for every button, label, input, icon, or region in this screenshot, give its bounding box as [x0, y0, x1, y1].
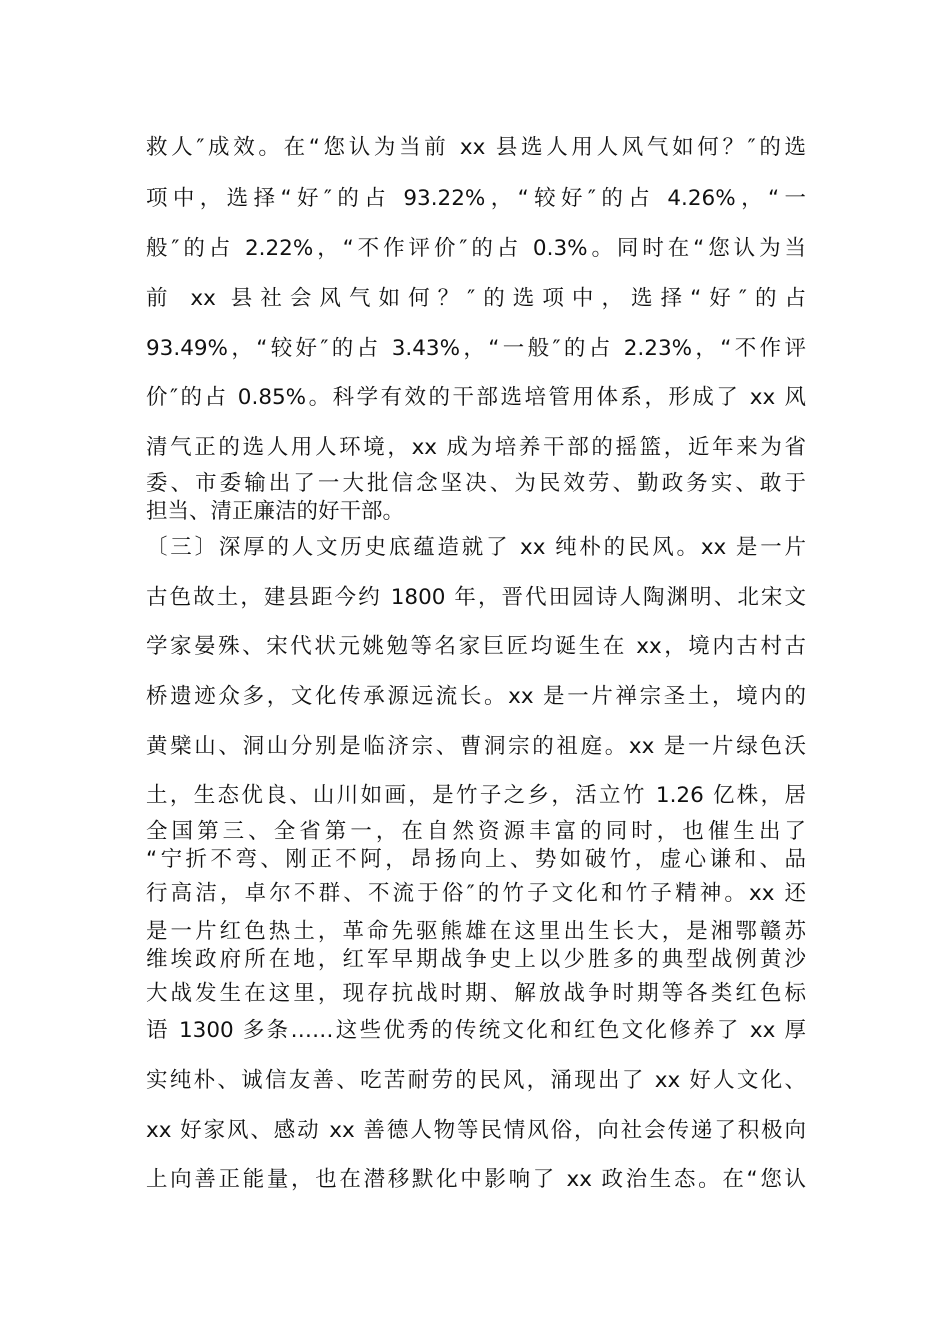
text-line: 93.49%，“较好″的占 3.43%，“一般″的占 2.23%，“不作评	[146, 336, 806, 361]
text-line: 大战发生在这里，现存抗战时期、解放战争时期等各类红色标	[146, 981, 806, 1006]
text-line: 委、市委输出了一大批信念坚决、为民效劳、勤政务实、敢于	[146, 471, 806, 496]
text-line: 语 1300 多条……这些优秀的传统文化和红色文化修养了 xx 厚	[146, 1018, 806, 1043]
text-line: 全国第三、全省第一，在自然资源丰富的同时，也催生出了	[146, 819, 806, 844]
text-line: 黄檗山、洞山分别是临济宗、曹洞宗的祖庭。xx 是一片绿色沃	[146, 734, 806, 759]
text-line: 救人″成效。在“您认为当前 xx 县选人用人风气如何？″的选	[146, 135, 806, 160]
text-line: 担当、清正廉洁的好干部。	[146, 499, 405, 524]
text-line: 价″的占 0.85%。科学有效的干部选培管用体系，形成了 xx 风	[146, 385, 806, 410]
text-line: 维埃政府所在地，红军早期战争史上以少胜多的典型战例黄沙	[146, 947, 806, 972]
text-line: 是一片红色热土，革命先驱熊雄在这里出生长大，是湘鄂赣苏	[146, 919, 806, 944]
text-line: 般″的占 2.22%，“不作评价″的占 0.3%。同时在“您认为当	[146, 236, 806, 261]
text-line: xx 好家风、感动 xx 善德人物等民情风俗，向社会传递了积极向	[146, 1118, 806, 1143]
text-line: 项中，选择“好″的占 93.22%，“较好″的占 4.26%，“一	[146, 186, 806, 211]
text-line: 学家晏殊、宋代状元姚勉等名家巨匠均诞生在 xx，境内古村古	[146, 634, 806, 659]
text-line: 上向善正能量，也在潜移默化中影响了 xx 政治生态。在“您认	[146, 1167, 806, 1192]
text-line: 古色故土，建县距今约 1800 年，晋代田园诗人陶渊明、北宋文	[146, 585, 806, 610]
text-line: 清气正的选人用人环境，xx 成为培养干部的摇篮，近年来为省	[146, 435, 806, 460]
text-line: 实纯朴、诚信友善、吃苦耐劳的民风，涌现出了 xx 好人文化、	[146, 1068, 806, 1093]
paragraph-start-line: 〔三〕深厚的人文历史底蕴造就了 xx 纯朴的民风。xx 是一片	[146, 535, 806, 560]
text-line: 土，生态优良、山川如画，是竹子之乡，活立竹 1.26 亿株，居	[146, 783, 806, 808]
text-line: 桥遗迹众多，文化传承源远流长。xx 是一片禅宗圣土，境内的	[146, 684, 806, 709]
text-line: “宁折不弯、刚正不阿，昂扬向上、势如破竹，虚心谦和、品	[146, 847, 806, 872]
text-line: 行高洁，卓尔不群、不流于俗″的竹子文化和竹子精神。xx 还	[146, 881, 806, 906]
text-line: 前 xx 县社会风气如何？″的选项中，选择“好″的占	[146, 286, 806, 311]
